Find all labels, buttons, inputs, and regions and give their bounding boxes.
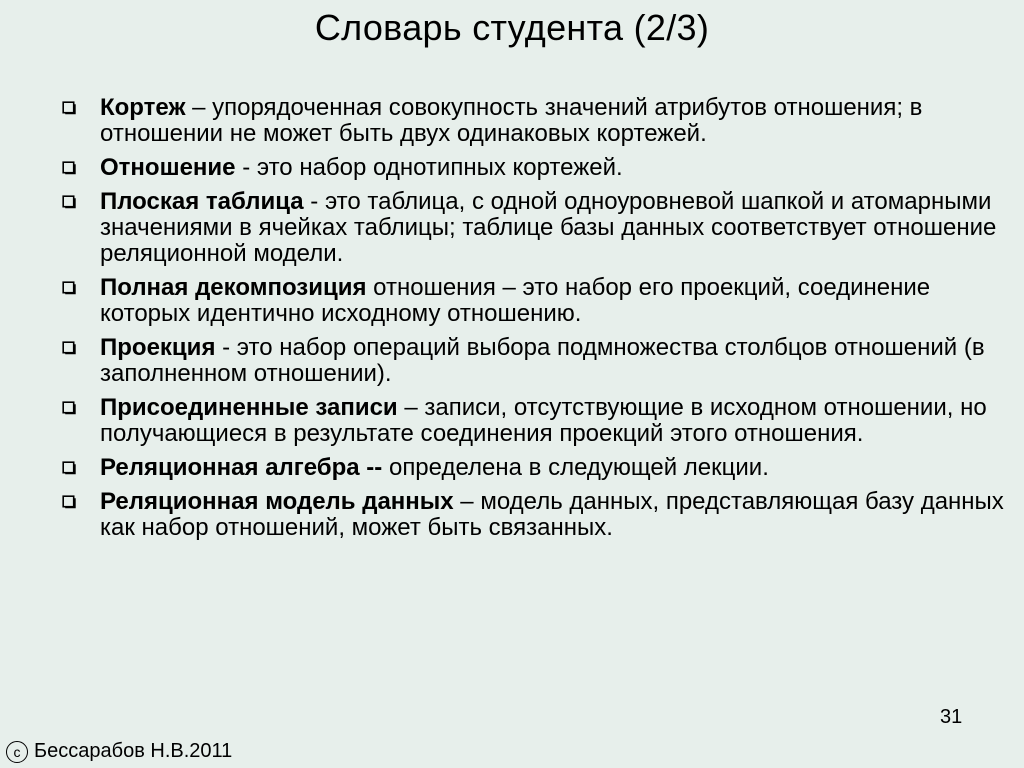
author-label: Бессарабов Н.В.2011 xyxy=(34,740,233,762)
slide-title: Словарь студента (2/3) xyxy=(314,7,710,48)
item-term: Проекция xyxy=(100,334,216,361)
list-item xyxy=(60,335,1010,387)
item-term: Отношение xyxy=(100,154,236,181)
list-item xyxy=(60,395,1010,447)
item-text: отношения – это набор его проекций, соединение которых идентично исходному отношению. xyxy=(100,274,931,327)
list-item xyxy=(60,489,1010,541)
hollow-square-icon xyxy=(62,101,76,115)
item-text: - это набор однотипных кортежей. xyxy=(235,154,623,181)
item-text: - это набор операций выбора подмножества столбцов отношений (в заполненном отношении). xyxy=(100,334,985,387)
item-term: Плоская таблица xyxy=(100,188,304,215)
item-text: – упорядоченная совокупность значений атрибутов отношения; в отношении не может быть двух одинаковых кортежей. xyxy=(100,94,923,147)
definition-list xyxy=(60,95,1010,549)
hollow-square-icon xyxy=(62,161,76,175)
copyright-icon: c xyxy=(6,741,28,763)
item-text: - это таблица, с одной одноуровневой шапкой и атомарными значениями в ячейках таблицы; таблице базы данных соответствует отношение реляционной модели. xyxy=(100,188,997,267)
item-term: Полная декомпозиция xyxy=(100,274,367,301)
hollow-square-icon xyxy=(62,401,76,415)
item-text: определена в следующей лекции. xyxy=(382,454,769,481)
footer-copyright xyxy=(6,740,232,763)
hollow-square-icon xyxy=(62,195,76,209)
list-item xyxy=(60,155,1010,181)
list-item xyxy=(60,95,1010,147)
item-text: – записи, отсутствующие в исходном отношении, но получающиеся в результате соединения проекций этого отношения. xyxy=(100,394,987,447)
list-item xyxy=(60,455,1010,481)
item-term: Реляционная алгебра -- xyxy=(100,454,383,481)
item-term: Кортеж xyxy=(100,94,186,121)
hollow-square-icon xyxy=(62,461,76,475)
page-number: 31 xyxy=(940,706,963,728)
hollow-square-icon xyxy=(62,281,76,295)
item-term: Реляционная модель данных xyxy=(100,488,454,515)
list-item xyxy=(60,189,1010,267)
hollow-square-icon xyxy=(62,341,76,355)
hollow-square-icon xyxy=(62,495,76,509)
item-term: Присоединенные записи xyxy=(100,394,398,421)
list-item xyxy=(60,275,1010,327)
item-text: – модель данных, представляющая базу данных как набор отношений, может быть связанных. xyxy=(100,488,1004,541)
